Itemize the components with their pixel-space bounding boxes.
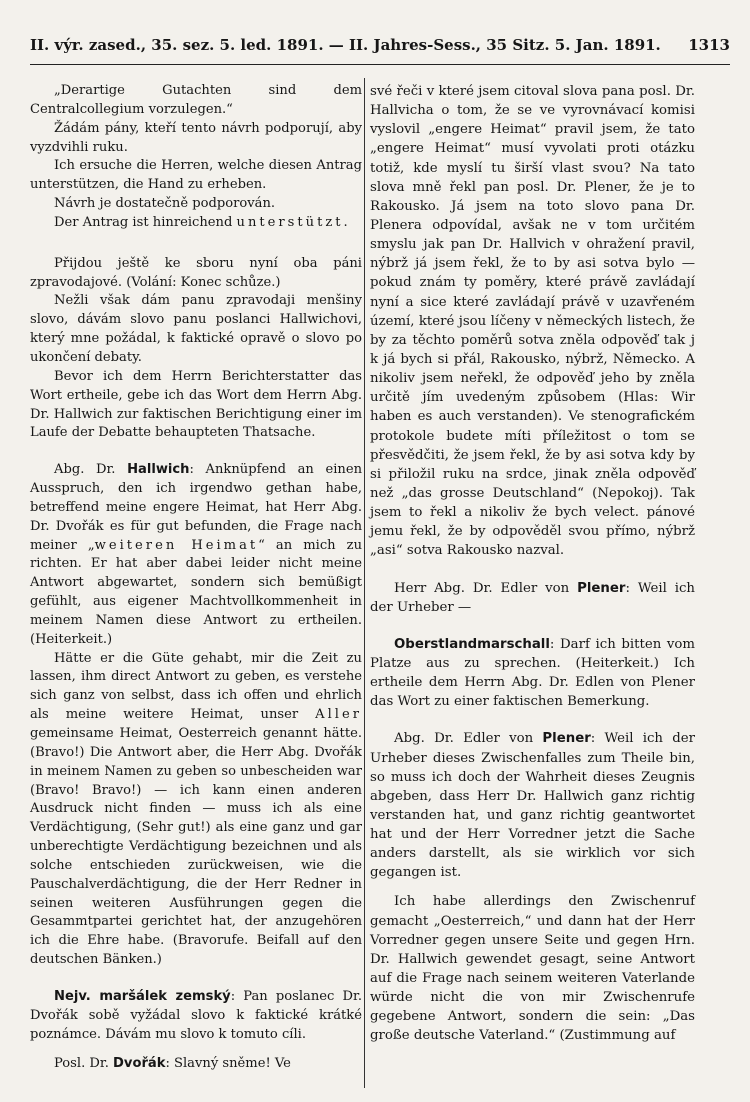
plener-remark-text: : Weil ich der Urheber dieses Zwischenfalles zum Theile bin, so muss ich doch der Wahrheit dieses Zeugnis abgeben, dass Herr Dr. Hallwich ganz richtig verstanden hat, und ganz richtig geantwortet hat und der Herr Vorredner jetzt die Sache anders darstellt, als sie wirklich vor sich gegangen ist. xyxy=(370,731,695,881)
hallwich-speech-b: “ an mich zu richten. Er hat aber dabei leider nicht meine Antwort abgewartet, sondern sich bemüßigt gefühlt, aus eigener Machtvollkommenheit in meinem Namen diese Antwort zu ertheilen. (Heiterkeit.) xyxy=(30,537,363,647)
column-divider xyxy=(364,78,365,1088)
page-number: 1313 xyxy=(688,36,730,54)
quote-paragraph: „Derartige Gutachten sind dem Centralcollegium vorzulegen.“ xyxy=(30,83,362,117)
marshal-cz-paragraph xyxy=(30,988,362,1045)
plener-interjection-text: : Weil ich der Urheber — xyxy=(370,580,695,615)
rapporteurs-paragraph: Přijdou ještě ke sboru nyní oba páni zpravodajové. (Volání: Konec schůze.) xyxy=(30,255,362,290)
motion-supported-de-spaced: unterstützt. xyxy=(236,214,351,230)
plener-remark-prefix: Abg. Dr. Edler von xyxy=(394,731,543,747)
page-header xyxy=(30,30,730,60)
hallwich-speech xyxy=(30,461,362,649)
speaker-marshal-cz: Nejv. maršálek zemský xyxy=(54,988,231,1004)
motion-request-de: Ich ersuche die Herren, welche diesen Antrag unterstützen, die Hand zu erheben. xyxy=(30,158,362,193)
speaker-plener: Plener xyxy=(577,580,626,596)
plener-remark xyxy=(370,729,695,882)
speaker-marshal-de: Oberstlandmarschall xyxy=(394,636,550,652)
plener-prefix: Herr Abg. Dr. Edler von xyxy=(394,580,578,596)
motion-supported-cz: Návrh je dostatečně podporován. xyxy=(54,196,276,212)
hallwich-speech-cont xyxy=(30,650,362,970)
marshal-de-paragraph xyxy=(370,635,695,712)
hallwich-cont-a: Hätte er die Güte gehabt, mir die Zeit zu lassen, ihm direct Antwort zu geben, es verstehe sich ganz von selbst, dass ich offen und ehrlich als meine weitere Heimat, unser xyxy=(30,650,362,723)
dvorak-paragraph xyxy=(30,1055,362,1074)
dvorak-prefix: Posl. Dr. xyxy=(54,1055,114,1071)
hallwich-spaced: weiteren Heimat xyxy=(94,537,259,553)
dvorak-speech-cont: své řeči v které jsem citoval slova pana posl. Dr. Hallvicha o tom, že se ve vyrovnávací komisi vyslovil „engere Heimat“ pravil jsem, že tato „engere Heimat“ musí vyvolati proti otázku totiž, kde myslí tu širší vlast svou? Na tato slova mně řekl pan posl. Dr. Plener, že je to Rakousko. Já jsem na toto slovo pana Dr. Plenera odpovídal, avšak ne v tom určitém smyslu jak pan Dr. Hallvich v ohražení pravil, nýbrž já jsem řekl, že to by asi sotva bylo — pokud znám ty poměry, které právě zavládají nyní a sice které zavládají právě v uzavřeném území, které jsou líčeny v německých listech, že by za těchto poměrů sotva zněla odpověď tak j k já bych si přál, Rakousko, nýbrž, Německo. A nikoliv jsem neřekl, že odpověď jeho by zněla určitě jím uvedeným způsobem (Hlas: Wir haben es auch verstanden). Ve stenografickém protokole budete míti příležitost o tom se přesvědčiti, že jsem řekl, že by asi sotva kdy by si přiložil ruku na srdce, jinak zněla odpověď než „das grosse Deutschland“ (Nepokoj). Tak jsem to řekl a nikoliv že bych velect. pánové jemu řekl, že by odpověděl svou přímo, nýbrž „asi“ sotva Rakousko nazval. xyxy=(370,84,695,559)
speaker-hallwich: Hallwich xyxy=(127,462,190,478)
motion-request-cz: Žádám pány, kteří tento návrh podporují, aby vyzdvihli ruku. xyxy=(30,120,362,155)
right-column xyxy=(370,82,695,1046)
header-rule xyxy=(30,64,730,65)
hallwich-floor-de: Bevor ich dem Herrn Berichterstatter das Wort ertheile, gebe ich das Wort dem Herrn Abg. Dr. Hallwich zur faktischen Berichtigung einer im Laufe der Debatte behaupteten Thatsache. xyxy=(30,368,362,441)
left-column xyxy=(30,82,362,1073)
marshal-de-text: : Darf ich bitten vom Platze aus zu sprechen. (Heiterkeit.) Ich ertheile dem Herrn Abg. Dr. Edlen von Plener das Wort zu einer faktischen Bemerkung. xyxy=(370,636,695,710)
dvorak-text: : Slavný sněme! Ve xyxy=(165,1055,291,1071)
plener-remark-cont: Ich habe allerdings den Zwischenruf gemacht „Oesterreich,“ und dann hat der Herr Vorredner gegen unsere Seite und gegen Hrn. Dr. Hallwich gewendet gesagt, seine Antwort auf die Frage nach seinem weiteren Vaterlande würde nicht die von mir Zwischenrufe gegebene Antwort, sondern die sein: „Das große deutsche Vaterland.“ (Zustimmung auf xyxy=(370,894,695,1044)
marshal-cz-text: : Pan poslanec Dr. Dvořák sobě vyžádal slovo k faktické krátké poznámce. Dávám mu slovo k tomuto cíli. xyxy=(30,988,362,1042)
plener-interjection xyxy=(370,579,695,617)
speaker-dvorak: Dvořák xyxy=(113,1055,166,1071)
hallwich-prefix: Abg. Dr. xyxy=(54,462,128,478)
running-head: II. výr. zased., 35. sez. 5. led. 1891. — II. Jahres-Sess., 35 Sitz. 5. Jan. 1891. xyxy=(30,36,661,54)
hallwich-cont-spaced: Aller xyxy=(315,707,362,723)
hallwich-speech-a: : Anknüpfend an einen Ausspruch, den ich irgendwo gethan habe, betreffend meine engere Heimat, hat Herr Abg. Dr. Dvořák es für gut befunden, die Frage nach meiner „ xyxy=(30,462,362,553)
motion-supported-de-lead: Der Antrag ist hinreichend xyxy=(54,214,237,230)
speaker-plener-remark: Plener xyxy=(542,731,591,747)
hallwich-cont-b: gemeinsame Heimat, Oesterreich genannt hätte. (Bravo!) Die Antwort aber, die Herr Abg. Dvořák in meinem Namen zu geben so unbescheiden war (Bravo! Bravo!) — ich kann einen anderen Ausdruck nicht finden — muss ich als eine Verdächtigung, (Sehr gut!) als eine ganz und gar unberechtigte Verdächtigung bezeichnen und als solche entschieden zurückweisen, wie die Pauschalverdächtigung, die der Herr Redner in seinen weiteren Ausführungen gegen die Gesammtpartei gerichtet hat, der anzugehören ich die Ehre habe. (Bravorufe. Beifall auf den deutschen Bänken.) xyxy=(30,726,362,968)
motion-supported-de xyxy=(30,214,362,233)
hallwich-floor-cz: Nežli však dám panu zpravodaji menšiny slovo, dávám slovo panu poslanci Hallwichovi, který mne požádal, k faktické opravě o slovo po ukončení debaty. xyxy=(30,293,362,365)
